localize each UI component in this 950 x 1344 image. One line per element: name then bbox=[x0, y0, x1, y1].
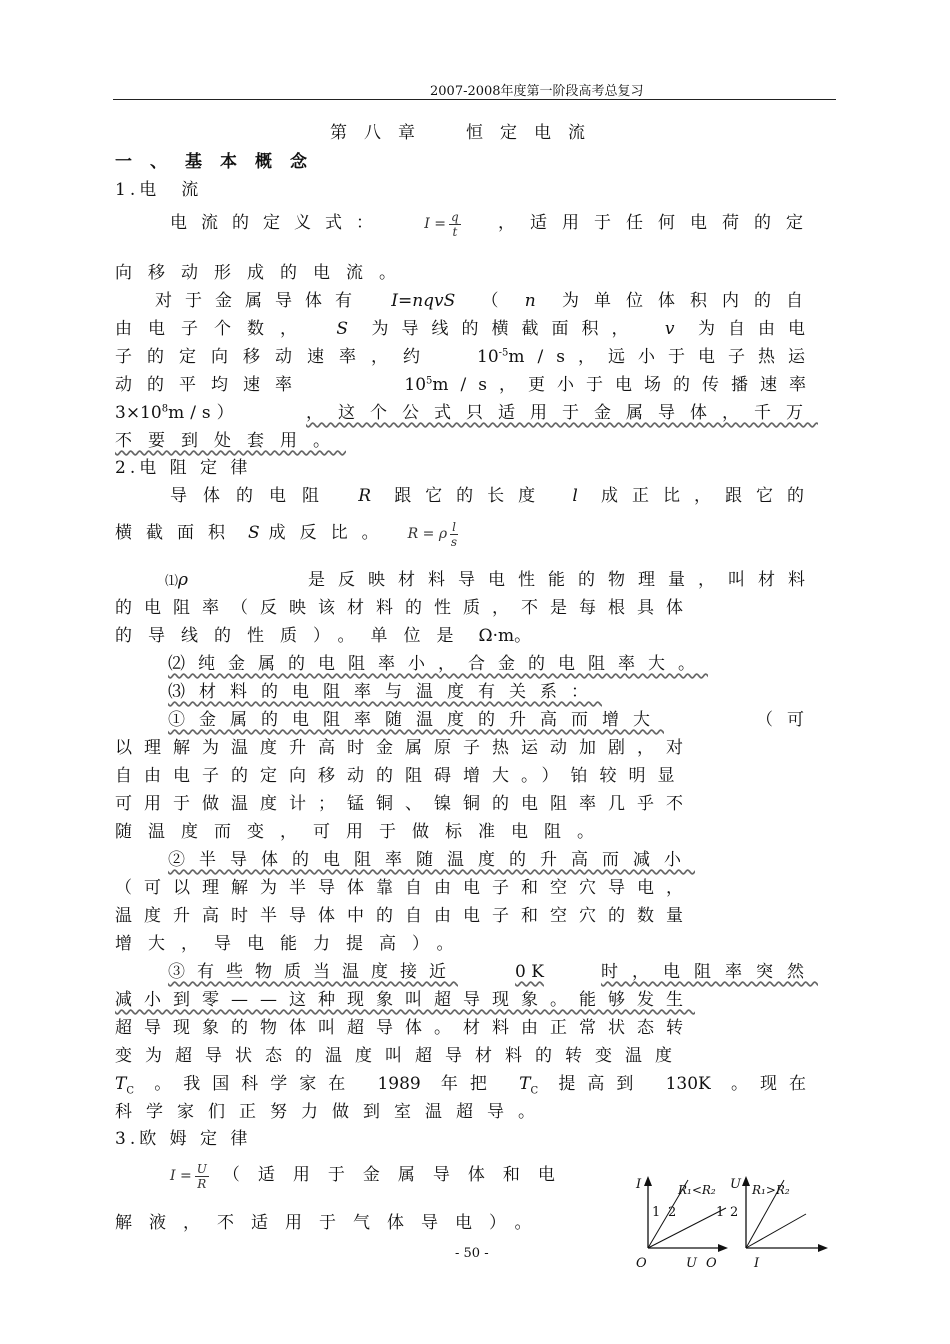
text-line-22: （可以理解为半导体靠自由电子和空穴导电， bbox=[115, 878, 695, 898]
text-line-11: ⑴ρ 是反映材料导电性能的物理量，叫材料 bbox=[165, 570, 818, 590]
graph1-origin: O bbox=[636, 1256, 647, 1271]
text-line-31: I = $\frac{U}{R}$ （适用于金属导体和电 bbox=[170, 1161, 573, 1191]
graph2-line1-label: 1 bbox=[716, 1205, 725, 1220]
text-line-26: 减小到零——这种现象叫超导现象。能够发生 bbox=[115, 990, 695, 1010]
text-line-17: 以理解为温度升高时金属原子热运动加剧，对 bbox=[115, 738, 695, 758]
text-line-27: 超导现象的物体叫超导体。材料由正常状态转 bbox=[115, 1018, 695, 1038]
text-line-15: ⑶材料的电阻率与温度有关系： bbox=[168, 682, 602, 702]
text-line-24: 增大，导电能力提高）。 bbox=[115, 934, 470, 954]
text-line-16: ①金属的电阻率随温度的升高而增大 （可 bbox=[168, 710, 818, 730]
graph2-origin: O bbox=[706, 1256, 717, 1271]
text-line-13: 的导线的性质）。单位是 Ω·m。 bbox=[115, 626, 532, 646]
text-line-29: $T_C$ 。我国科学家在 1989 年把 $T_C$ 提高到 130K 。现在 bbox=[115, 1074, 818, 1097]
subheading-ohm: 3.欧 姆 定 律 bbox=[115, 1129, 252, 1149]
text-line-21: ②半导体的电阻率随温度的升高而减小 bbox=[168, 850, 695, 870]
text-line-6: 动的平均速率 $10^5m/s$，更小于电场的传播速率 bbox=[115, 375, 818, 395]
chapter-title: 第八章 恒定电流 bbox=[330, 123, 602, 143]
text-line-10: 横截面积 S 成反比。 R = ρ $\frac{l}{s}$ bbox=[115, 519, 458, 549]
text-line-9: 导体的电阻 R 跟它的长度 l 成正比，跟它的 bbox=[170, 486, 818, 506]
text-line-12: 的电阻率（反映该材料的性质，不是每根具体 bbox=[115, 598, 695, 618]
formula-ohm: I = $\frac{U}{R}$ bbox=[170, 1161, 207, 1191]
text-line-25: ③有些物质当温度接近 0 K 时，电阻率突然 bbox=[168, 962, 818, 982]
page-header: 2007-2008年度第一阶段高考总复习 bbox=[430, 84, 644, 99]
text-line-30: 科学家们正努力做到室温超导。 bbox=[115, 1102, 549, 1122]
graph1-y-label: I bbox=[636, 1177, 642, 1192]
formula-current: I = $\frac{q}{t}$ bbox=[424, 209, 459, 239]
text-line-14: ⑵纯金属的电阻率小，合金的电阻率大。 bbox=[168, 654, 708, 674]
graph-u-i bbox=[706, 1176, 828, 1271]
text-line-28: 变为超导状态的温度叫超导材料的转变温度 bbox=[115, 1046, 685, 1066]
graph1-relation: R₁<R₂ bbox=[678, 1183, 716, 1197]
graph2-relation: R₁>R₂ bbox=[752, 1183, 790, 1197]
text-line-19: 可用于做温度计；锰铜、镍铜的电阻率几乎不 bbox=[115, 794, 695, 814]
text-line-4: 由电子个数， S 为导线的横截面积， v 为自由电 bbox=[115, 319, 818, 339]
graph1-line1-label: 1 bbox=[652, 1205, 661, 1220]
graph1-x-label: U bbox=[686, 1256, 697, 1271]
subheading-current: 1.电 流 bbox=[115, 180, 203, 200]
text-line-2: 向移动形成的电流。 bbox=[115, 263, 412, 283]
subheading-resistance: 2.电 阻 定 律 bbox=[115, 458, 252, 478]
header-rule bbox=[113, 99, 836, 100]
text-line-18: 自由电子的定向移动的阻碍增大。）铂较明显 bbox=[115, 766, 687, 786]
page-number: - 50 - bbox=[455, 1246, 489, 1261]
text-line-1: 电流的定义式： I = $\frac{q}{t}$ ，适用于任何电荷的定 bbox=[170, 209, 818, 239]
graph1-line2-label: 2 bbox=[668, 1205, 677, 1220]
text-line-20: 随温度而变，可用于做标准电阻。 bbox=[115, 822, 610, 842]
text-line-5: 子的定向移动速率，约 $10^{-5}m/s$，远小于电子热运 bbox=[115, 347, 818, 367]
formula-resistance: R = ρ $\frac{l}{s}$ bbox=[407, 519, 458, 549]
text-line-8: 不要到处套用。 bbox=[115, 431, 346, 451]
iu-graphs bbox=[630, 1172, 840, 1272]
graph2-y-label: U bbox=[730, 1177, 741, 1192]
text-line-7: $3\times 10^8m/s$） ，这个公式只适用于金属导体，千万 bbox=[115, 403, 818, 423]
graph2-line2-label: 2 bbox=[730, 1205, 739, 1220]
text-line-3: 对于金属导体有 I=nqvS （ n 为单位体积内的自 bbox=[155, 291, 818, 311]
text-line-32: 解液，不适用于气体导电）。 bbox=[115, 1213, 549, 1233]
text-line-23: 温度升高时半导体中的自由电子和空穴的数量 bbox=[115, 906, 695, 926]
graph2-x-label: I bbox=[754, 1256, 760, 1271]
section-heading: 一、基本概念 bbox=[115, 152, 325, 172]
